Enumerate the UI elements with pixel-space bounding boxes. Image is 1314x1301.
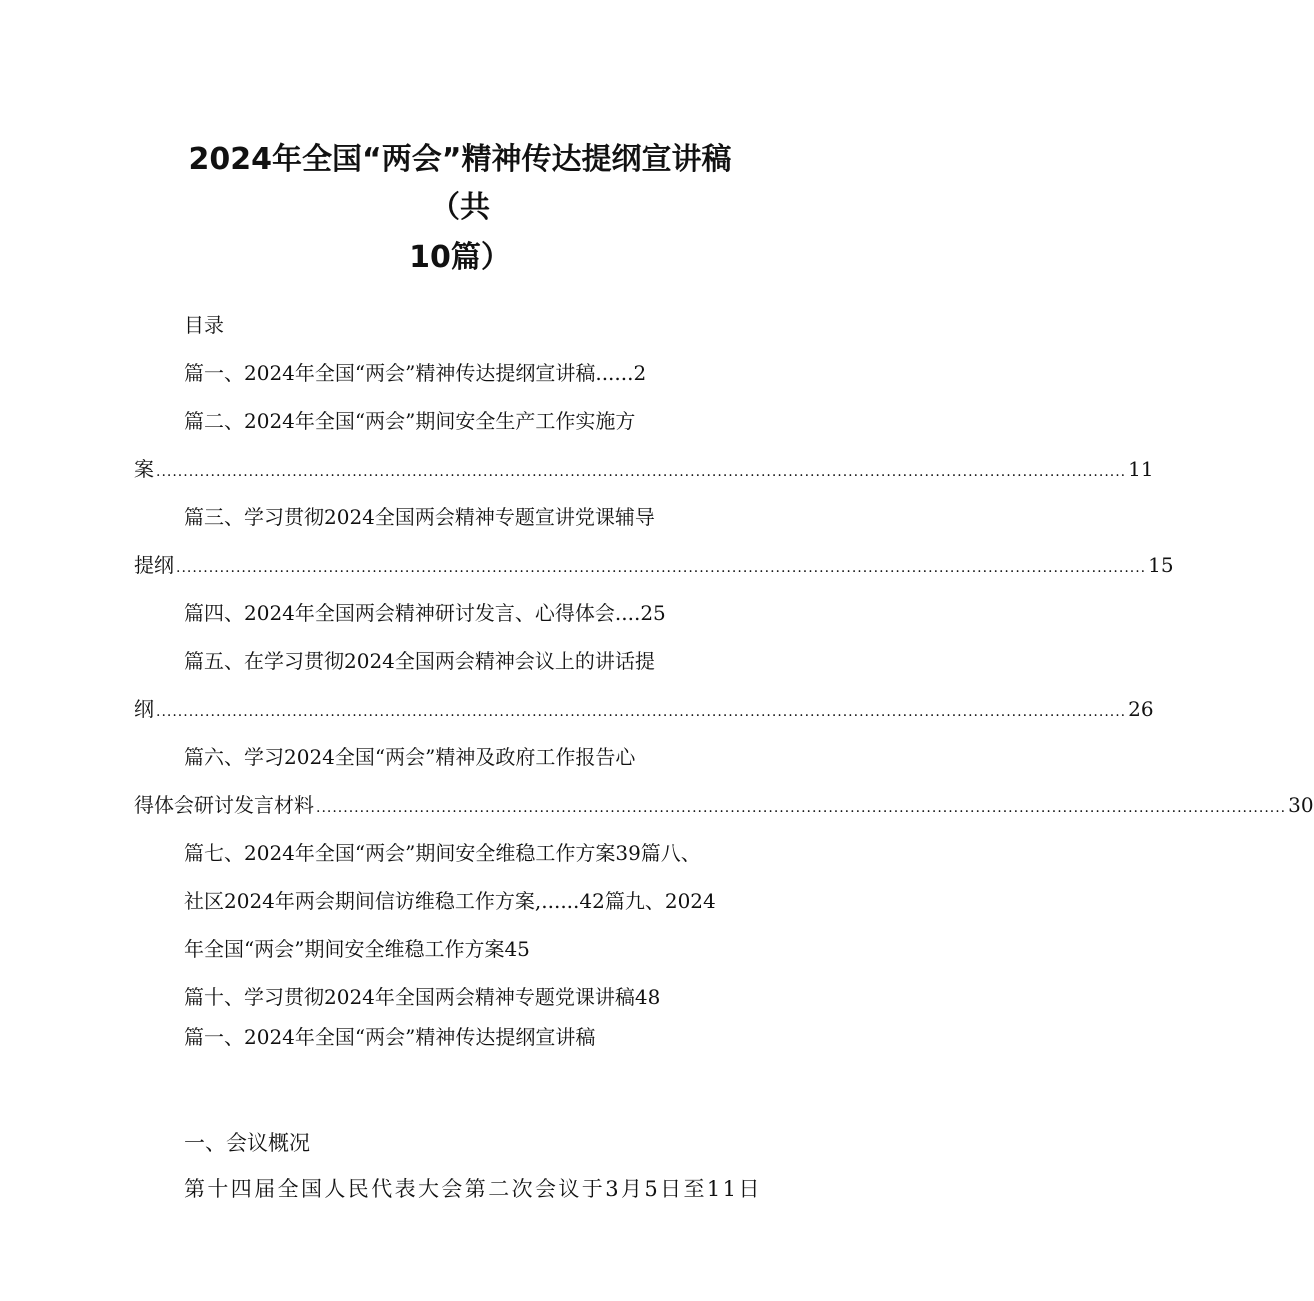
toc-entry-2-page: 11 xyxy=(1128,457,1154,481)
toc-entry-4[interactable]: 篇四、2024年全国两会精神研讨发言、心得体会....25 xyxy=(184,601,666,625)
toc-entry-5-page: 26 xyxy=(1128,697,1154,721)
toc-entry-5-line1[interactable]: 篇五、在学习贯彻2024全国两会精神会议上的讲话提 xyxy=(184,649,655,673)
toc-entry-6-text: 得体会研讨发言材料 xyxy=(134,793,314,817)
toc-leader-dots: .................................................................................................................................................................................. xyxy=(156,464,1127,480)
document-title-line1: 2024年全国“两会”精神传达提纲宣讲稿 xyxy=(188,142,732,177)
document-title-line2: （共 xyxy=(430,190,490,225)
toc-entry-1[interactable]: 篇一、2024年全国“两会”精神传达提纲宣讲稿......2 xyxy=(184,361,647,385)
toc-entry-3-page: 15 xyxy=(1148,553,1174,577)
toc-leader-dots: .................................................................................................................................................................................. xyxy=(176,560,1147,576)
toc-entry-6-line2[interactable] xyxy=(134,790,1314,823)
chapter-heading: 篇一、2024年全国“两会”精神传达提纲宣讲稿 xyxy=(184,1025,596,1049)
toc-leader-dots: .................................................................................................................................................................................. xyxy=(156,704,1127,720)
toc-entry-2-line2[interactable] xyxy=(134,454,1154,487)
document-title-line3: 10篇） xyxy=(409,240,511,275)
body-paragraph: 第十四届全国人民代表大会第二次会议于3月5日至11日 xyxy=(184,1177,762,1201)
toc-entry-3-text: 提纲 xyxy=(134,553,174,577)
toc-entry-3-line2[interactable] xyxy=(134,550,1174,583)
toc-entry-5-line2[interactable] xyxy=(134,694,1154,727)
toc-entry-7-line3[interactable]: 年全国“两会”期间安全维稳工作方案45 xyxy=(184,937,530,961)
toc-entry-5-text: 纲 xyxy=(134,697,154,721)
toc-entry-6-page: 30 xyxy=(1288,793,1314,817)
section-heading: 一、会议概况 xyxy=(184,1131,310,1155)
toc-entry-6-line1[interactable]: 篇六、学习2024全国“两会”精神及政府工作报告心 xyxy=(184,745,636,769)
toc-entry-10[interactable]: 篇十、学习贯彻2024年全国两会精神专题党课讲稿48 xyxy=(184,985,661,1009)
toc-label: 目录 xyxy=(184,313,224,337)
toc-leader-dots: .................................................................................................................................................................................. xyxy=(316,800,1287,816)
toc-entry-7-line1[interactable]: 篇七、2024年全国“两会”期间安全维稳工作方案39篇八、 xyxy=(184,841,701,865)
toc-entry-2-line1[interactable]: 篇二、2024年全国“两会”期间安全生产工作实施方 xyxy=(184,409,636,433)
toc-entry-2-text: 案 xyxy=(134,457,154,481)
toc-entry-7-line2[interactable]: 社区2024年两会期间信访维稳工作方案,......42篇九、2024 xyxy=(184,889,716,913)
toc-entry-3-line1[interactable]: 篇三、学习贯彻2024全国两会精神专题宣讲党课辅导 xyxy=(184,505,655,529)
